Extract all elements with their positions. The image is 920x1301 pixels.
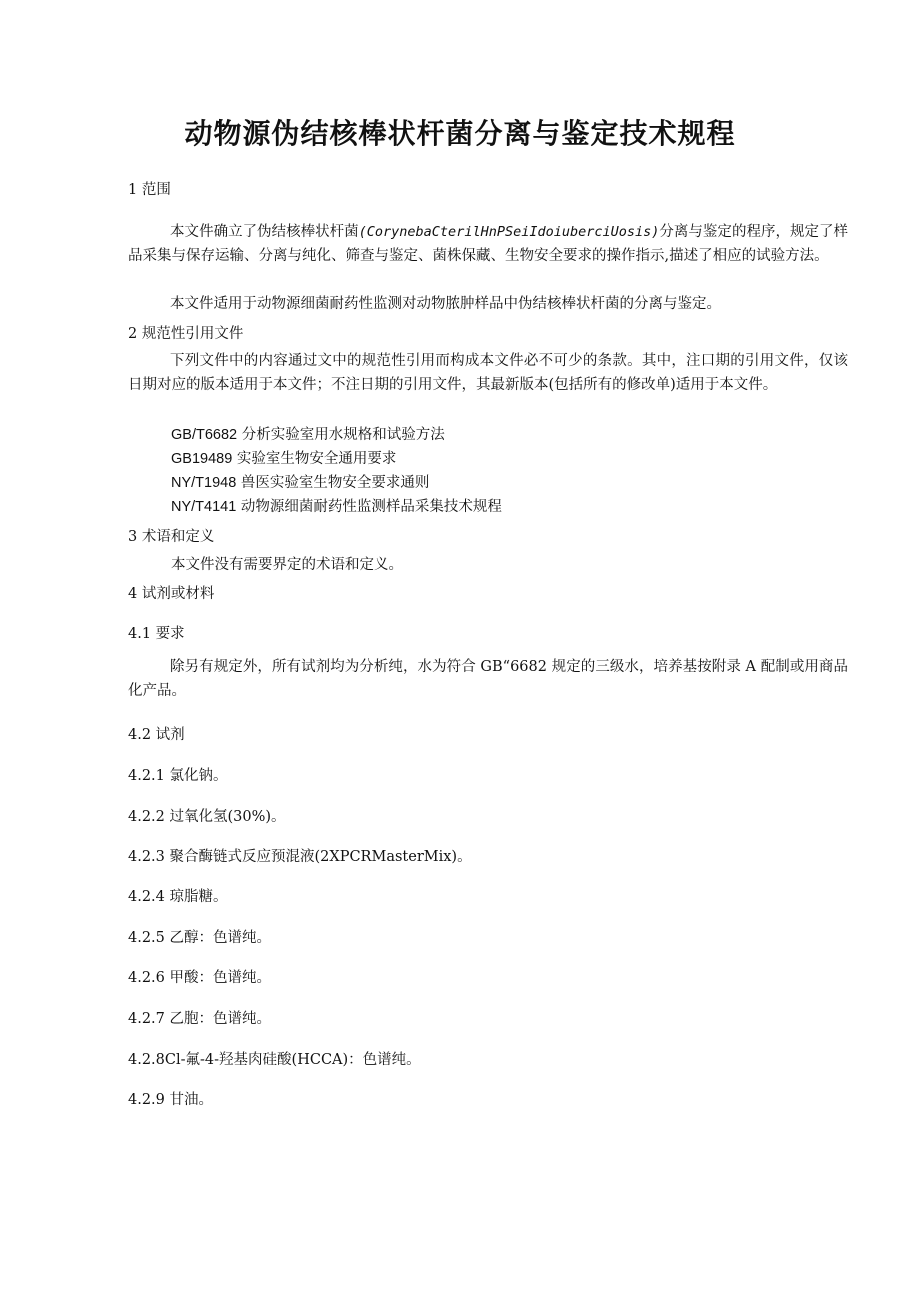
section-1-paragraph-2: 本文件适用于动物源细菌耐药性监测对动物脓肿样品中伪结核棒状杆菌的分离与鉴定。 — [170, 296, 722, 312]
reagent-item: 4.2.2 过氧化氢(30%)。 — [128, 809, 286, 825]
reagent-item: 4.2.3 聚合酶链式反应预混液(2XPCRMasterMix)。 — [128, 849, 472, 865]
reference-item — [171, 473, 429, 493]
reagent-item: 4.2.6 甲酸：色谱纯。 — [128, 970, 272, 986]
reference-item — [171, 449, 396, 469]
reference-title: 动物源细菌耐药性监测样品采集技术规程 — [240, 499, 502, 515]
paragraph-text: 分离与鉴定的程序，规定了样品采集与保存运输、分离与纯化、筛查与鉴定、菌株保藏、生物安全要求的操作指示,描述了相应的试验方法。 — [128, 224, 848, 264]
reagent-item: 4.2.1 氯化钠。 — [128, 768, 228, 784]
section-3-heading: 3 术语和定义 — [128, 529, 215, 545]
section-3-paragraph: 本文件没有需要界定的术语和定义。 — [171, 557, 403, 573]
reference-code: GB19489 — [171, 451, 233, 467]
reference-title: 实验室生物安全通用要求 — [236, 451, 397, 467]
section-4-1-paragraph: 除另有规定外，所有试剂均为分析纯，水为符合 GB“6682 规定的三级水，培养基按附录 A 配制或用商品化产品。 — [128, 659, 848, 699]
section-2-heading: 2 规范性引用文件 — [128, 326, 244, 342]
section-4-2-heading: 4.2 试剂 — [128, 727, 185, 743]
section-2-paragraph-1: 下列文件中的内容通过文中的规范性引用而构成本文件必不可少的条款。其中，注口期的引用文件，仅该日期对应的版本适用于本文件；不注日期的引用文件，其最新版本(包括所有的修改单)适用于本文件。 — [128, 353, 848, 393]
reference-code: NY/T4141 — [171, 499, 237, 515]
latin-name: (CorynebaCterilHnPSeiIdoiuberciUosis) — [358, 224, 660, 240]
section-1-heading: 1 范围 — [128, 182, 171, 198]
section-1-paragraph-1 — [128, 220, 848, 268]
reference-code: GB/T6682 — [171, 427, 238, 443]
reference-title: 兽医实验室生物安全要求通则 — [240, 475, 430, 491]
reagent-item: 4.2.8Cl-氟-4-羟基肉硅酸(HCCA)：色谱纯。 — [128, 1052, 421, 1068]
reference-code: NY/T1948 — [171, 475, 237, 491]
document-title: 动物源伪结核棒状杆菌分离与鉴定技术规程 — [184, 117, 736, 150]
section-4-1-heading: 4.1 要求 — [128, 626, 185, 642]
reagent-item: 4.2.4 琼脂糖。 — [128, 889, 228, 905]
reagent-item: 4.2.9 甘油。 — [128, 1092, 214, 1108]
paragraph-text: 本文件确立了伪结核棒状杆菌 — [170, 224, 359, 240]
reference-title: 分析实验室用水规格和试验方法 — [241, 427, 445, 443]
section-4-heading: 4 试剂或材料 — [128, 586, 215, 602]
reference-item — [171, 497, 502, 517]
reagent-item: 4.2.7 乙胞：色谱纯。 — [128, 1011, 272, 1027]
reagent-item: 4.2.5 乙醇：色谱纯。 — [128, 930, 272, 946]
reference-item — [171, 425, 445, 445]
